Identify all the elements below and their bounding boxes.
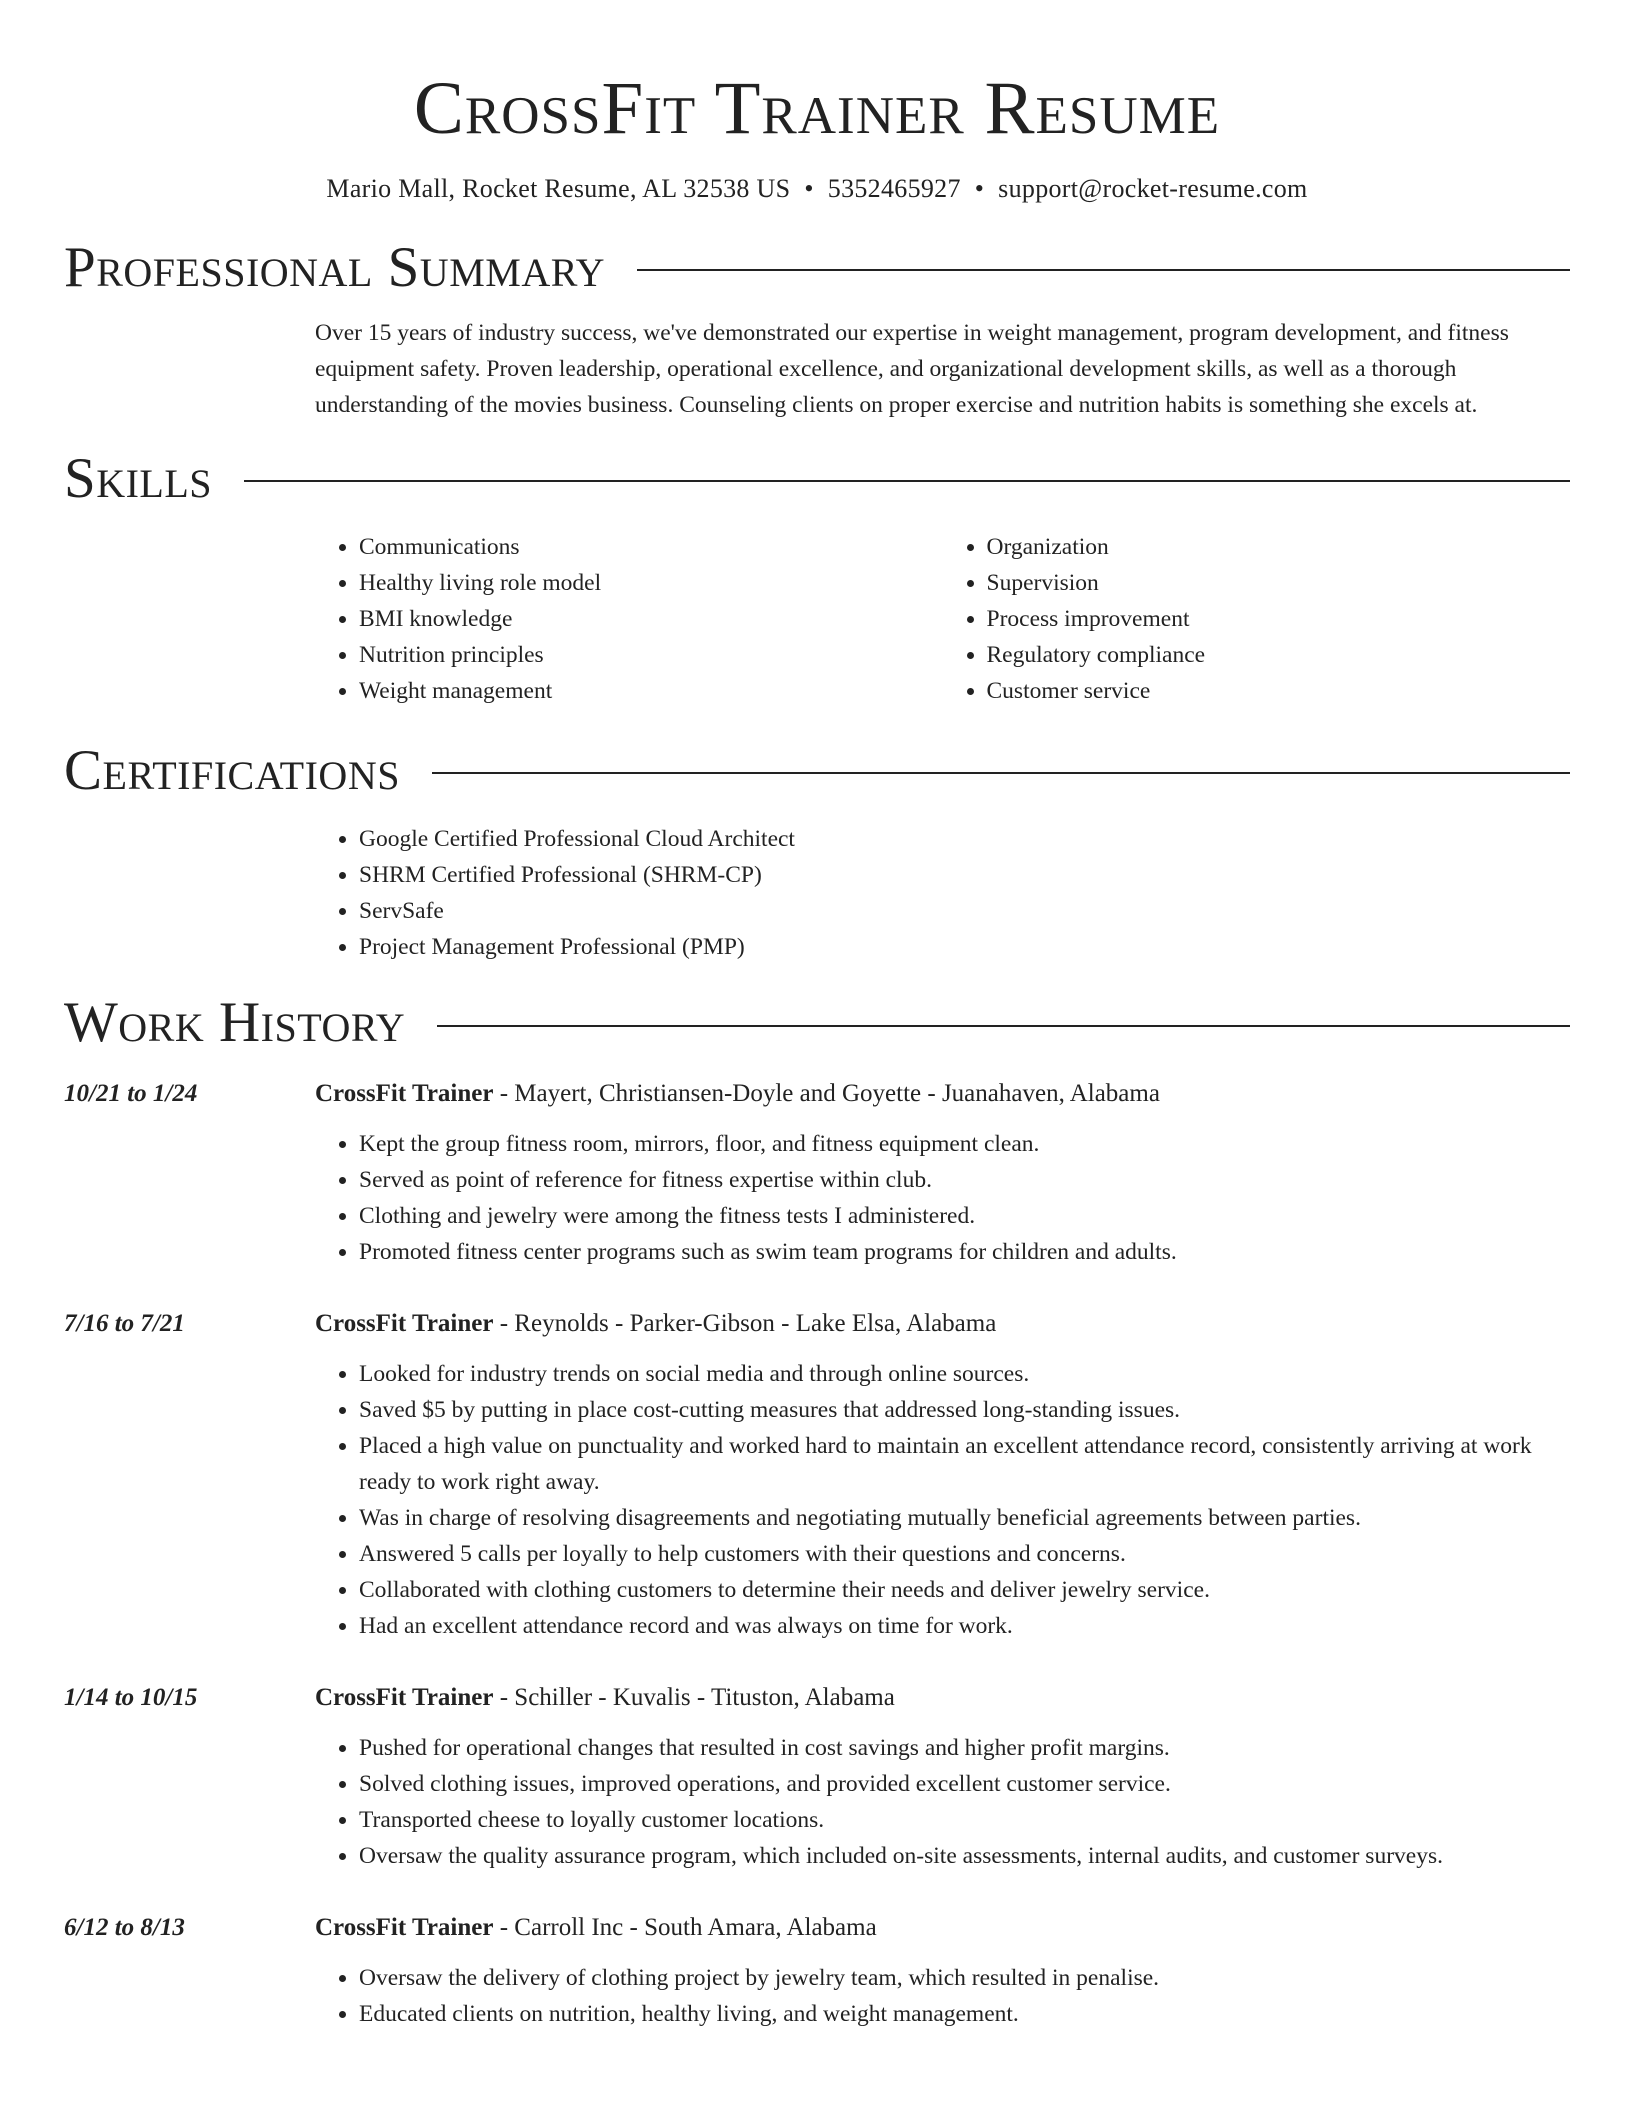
skill-item: • BMI knowledge bbox=[359, 601, 943, 637]
certifications-bullets bbox=[315, 821, 1570, 965]
skills-column-right bbox=[943, 529, 1571, 709]
contact-line bbox=[64, 174, 1570, 204]
certification-item: • ServSafe bbox=[359, 893, 1570, 929]
job-dates: 7/16 to 7/21 bbox=[64, 1309, 185, 1337]
summary-text: Over 15 years of industry success, we've demonstrated our expertise in weight management, program development, and fitness equipment safety. Proven leadership, operational excellence, and organizational development skills, as well as a thorough understanding of the movies business. Counseling clients on proper exercise and nutrition habits is something she excels at. bbox=[315, 319, 1509, 418]
job-header bbox=[64, 1910, 1570, 1946]
job-heading bbox=[315, 1306, 996, 1342]
job-dates: 6/12 to 8/13 bbox=[64, 1913, 185, 1941]
job-bullet: • Had an excellent attendance record and was always on time for work. bbox=[359, 1608, 1570, 1644]
job-bullet: • Oversaw the delivery of clothing project by jewelry team, which resulted in penalise. bbox=[359, 1960, 1570, 1996]
job-header bbox=[64, 1306, 1570, 1342]
skill-item: • Weight management bbox=[359, 673, 943, 709]
contact-phone: 5352465927 bbox=[827, 174, 961, 204]
job-bullet: • Kept the group fitness room, mirrors, floor, and fitness equipment clean. bbox=[359, 1126, 1570, 1162]
skill-item: • Customer service bbox=[987, 673, 1571, 709]
job-bullet: • Was in charge of resolving disagreements and negotiating mutually beneficial agreements between parties. bbox=[359, 1500, 1570, 1536]
job-title: CrossFit Trainer bbox=[315, 1683, 494, 1711]
job-bullet: • Promoted fitness center programs such as swim team programs for children and adults. bbox=[359, 1234, 1570, 1270]
work-section-title: Work History bbox=[64, 991, 406, 1055]
job-bullet-list bbox=[315, 1126, 1570, 1270]
skills-section-title: Skills bbox=[64, 446, 213, 510]
job-company: - Mayert, Christiansen-Doyle and Goyette - Juanahaven, Alabama bbox=[493, 1079, 1160, 1107]
resume-page bbox=[64, 0, 1570, 2032]
job-bullet: • Oversaw the quality assurance program, which included on-site assessments, internal audits, and customer surveys. bbox=[359, 1838, 1570, 1874]
certification-item: • SHRM Certified Professional (SHRM-CP) bbox=[359, 857, 1570, 893]
skill-item: • Regulatory compliance bbox=[987, 637, 1571, 673]
job-bullet: • Saved $5 by putting in place cost-cutting measures that addressed long-standing issues. bbox=[359, 1392, 1570, 1428]
certifications-section-header bbox=[64, 737, 1570, 805]
summary-section-header bbox=[64, 234, 1570, 302]
skill-item: • Nutrition principles bbox=[359, 637, 943, 673]
certification-item: • Google Certified Professional Cloud Architect bbox=[359, 821, 1570, 857]
contact-email: support@rocket-resume.com bbox=[998, 174, 1308, 204]
job-bullets bbox=[315, 1960, 1570, 2032]
job-bullet: • Placed a high value on punctuality and worked hard to maintain an excellent attendance record, consistently arriving at work ready to work right away. bbox=[359, 1428, 1570, 1500]
resume-title: CrossFit Trainer Resume bbox=[413, 67, 1221, 150]
certification-item: • Project Management Professional (PMP) bbox=[359, 929, 1570, 965]
job-entry bbox=[64, 1910, 1570, 2032]
job-title: CrossFit Trainer bbox=[315, 1913, 494, 1941]
job-bullet: • Pushed for operational changes that resulted in cost savings and higher profit margins. bbox=[359, 1730, 1570, 1766]
skill-item: • Communications bbox=[359, 529, 943, 565]
job-title: CrossFit Trainer bbox=[315, 1079, 494, 1107]
certifications-section-title: Certifications bbox=[64, 739, 400, 803]
job-entry bbox=[64, 1680, 1570, 1874]
section-divider bbox=[637, 269, 1570, 271]
job-bullets bbox=[315, 1730, 1570, 1874]
job-heading bbox=[315, 1680, 895, 1716]
job-bullet: • Solved clothing issues, improved operations, and provided excellent customer service. bbox=[359, 1766, 1570, 1802]
contact-address: Mario Mall, Rocket Resume, AL 32538 US bbox=[326, 174, 791, 204]
job-bullet: • Looked for industry trends on social media and through online sources. bbox=[359, 1356, 1570, 1392]
job-heading bbox=[315, 1076, 1160, 1112]
section-divider bbox=[437, 1025, 1570, 1027]
skills-list bbox=[315, 529, 1570, 709]
certifications-list bbox=[315, 821, 1570, 965]
job-bullet: • Transported cheese to loyally customer locations. bbox=[359, 1802, 1570, 1838]
job-bullets bbox=[315, 1126, 1570, 1270]
contact-separator: • bbox=[804, 174, 814, 204]
skills-section-header bbox=[64, 445, 1570, 513]
job-bullets bbox=[315, 1356, 1570, 1644]
job-header bbox=[64, 1076, 1570, 1112]
job-entry bbox=[64, 1306, 1570, 1644]
job-entry bbox=[64, 1076, 1570, 1270]
skill-item: • Process improvement bbox=[987, 601, 1571, 637]
skill-item: • Organization bbox=[987, 529, 1571, 565]
job-company: - Reynolds - Parker-Gibson - Lake Elsa, Alabama bbox=[493, 1309, 997, 1337]
job-company: - Carroll Inc - South Amara, Alabama bbox=[493, 1913, 877, 1941]
skill-item: • Healthy living role model bbox=[359, 565, 943, 601]
job-bullet: • Collaborated with clothing customers to determine their needs and deliver jewelry service. bbox=[359, 1572, 1570, 1608]
job-title: CrossFit Trainer bbox=[315, 1309, 494, 1337]
section-divider bbox=[244, 480, 1570, 482]
job-bullet: • Answered 5 calls per loyally to help customers with their questions and concerns. bbox=[359, 1536, 1570, 1572]
skill-item: • Supervision bbox=[987, 565, 1571, 601]
job-company: - Schiller - Kuvalis - Tituston, Alabama bbox=[493, 1683, 895, 1711]
section-divider bbox=[432, 772, 1570, 774]
job-bullet: • Educated clients on nutrition, healthy living, and weight management. bbox=[359, 1996, 1570, 2032]
job-bullet-list bbox=[315, 1960, 1570, 2032]
job-bullet: • Clothing and jewelry were among the fitness tests I administered. bbox=[359, 1198, 1570, 1234]
job-bullet-list bbox=[315, 1730, 1570, 1874]
job-bullet: • Served as point of reference for fitness expertise within club. bbox=[359, 1162, 1570, 1198]
job-heading bbox=[315, 1910, 877, 1946]
contact-separator: • bbox=[974, 174, 985, 204]
summary-section-title: Professional Summary bbox=[64, 236, 606, 300]
job-dates: 1/14 to 10/15 bbox=[64, 1683, 198, 1711]
job-header bbox=[64, 1680, 1570, 1716]
job-bullet-list bbox=[315, 1356, 1570, 1644]
skills-column-left bbox=[315, 529, 943, 709]
work-section-header bbox=[64, 989, 1570, 1057]
job-dates: 10/21 to 1/24 bbox=[64, 1079, 198, 1107]
